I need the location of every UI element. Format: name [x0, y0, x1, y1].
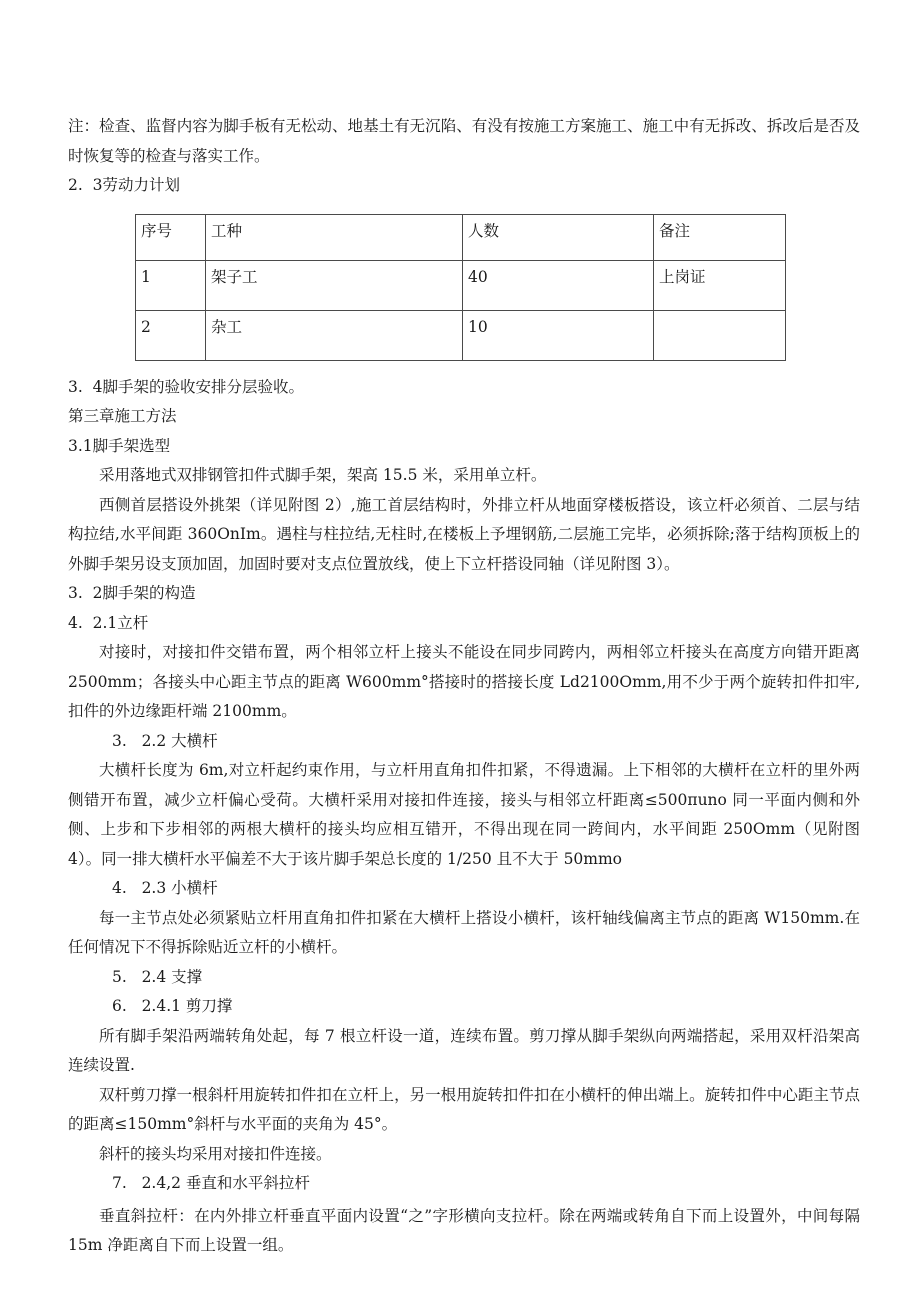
section-2-4-2-paragraph: 垂直斜拉杆：在内外排立杆垂直平面内设置“之”字形横向支拉杆。除在两端或转角自下而上设置外，中间每隔 15m 净距离自下而上设置一组。 — [68, 1206, 860, 1254]
section-3-1-paragraph-2: 西侧首层搭设外挑架（详见附图 2）,施工首层结构时，外排立杆从地面穿楼板搭设，该立杆必须首、二层与结构拉结,水平间距 360OnIm。遇柱与柱拉结,无柱时,在楼板上予埋钢筋,二层施工完毕，必须拆除;落于结构顶板上的外脚手架另设支顶加固，加固时要对支点位置放线，使上下立杆搭设同轴（详见附图 3）。 — [68, 495, 860, 573]
section-3-1-title: 3.1脚手架选型 — [68, 436, 171, 455]
table-row — [136, 260, 786, 310]
table-cell-trade: 架子工 — [206, 260, 463, 310]
table-cell-count: 40 — [463, 260, 654, 310]
table-cell-remark — [654, 310, 786, 360]
heading-acceptance: 3. 4脚手架的验收安排分层验收。 — [68, 377, 305, 396]
table-header-cell-trade: 工种 — [206, 214, 463, 260]
table-cell-trade: 杂工 — [206, 310, 463, 360]
labor-plan-table — [135, 214, 786, 361]
section-2-2-paragraph: 大横杆长度为 6m,对立杆起约束作用，与立杆用直角扣件扣紧，不得遗漏。上下相邻的大横杆在立杆的里外两侧错开布置，减少立杆偏心受荷。大横杆采用对接扣件连接，接头与相邻立杆距离≤500πuno 同一平面内侧和外侧、上步和下步相邻的两根大横杆的接头均应相互错开，不得出现在同一跨间内，水平间距 250Omm（见附图 4）。同一排大横杆水平偏差不大于该片脚手架总长度的 1/250 且不大于 50mmo — [68, 761, 860, 868]
section-2-4-1-paragraph-3: 斜杆的接头均采用对接扣件连接。 — [99, 1144, 332, 1163]
heading-5-2-4-bracing: 5. 2.4 支撑 — [112, 967, 203, 986]
heading-4-2-3-small-horizontal-pole: 4. 2.3 小横杆 — [112, 879, 218, 897]
note-paragraph: 注：检查、监督内容为脚手板有无松动、地基土有无沉陷、有没有按施工方案施工、施工中有无拆改、拆改后是否及时恢复等的检查与落实工作。 — [68, 117, 860, 165]
table-header-cell-remark: 备注 — [654, 214, 786, 260]
table-header-row — [136, 214, 786, 260]
section-2-1-paragraph: 对接时，对接扣件交错布置，两个相邻立杆上接头不能设在同步同跨内，两相邻立杆接头在高度方向错开距离 2500mm；各接头中心距主节点的距离 W600mm°搭接时的搭接长度 Ld2100Omm,用不少于两个旋转扣件扣牢, 扣件的外边缘距杆端 2100mm。 — [68, 643, 860, 720]
document-body — [68, 112, 860, 1261]
table-cell-index: 1 — [136, 260, 206, 310]
table-cell-remark: 上岗证 — [654, 260, 786, 310]
table-row — [136, 310, 786, 360]
heading-3-2-2-large-horizontal-pole: 3. 2.2 大横杆 — [112, 731, 218, 750]
table-cell-index: 2 — [136, 310, 206, 360]
heading-3-2-structure: 3. 2脚手架的构造 — [68, 584, 196, 602]
table-header-cell-index: 序号 — [136, 214, 206, 260]
section-3-1-paragraph-1: 采用落地式双排钢管扣件式脚手架，架高 15.5 米，采用单立杆。 — [99, 466, 547, 484]
chapter-three-title: 第三章施工方法 — [68, 407, 177, 425]
section-2-3-paragraph: 每一主节点处必须紧贴立杆用直角扣件扣紧在大横杆上搭设小横杆，该杆轴线偏离主节点的距离 W150mm.在任何情况下不得拆除贴近立杆的小横杆。 — [68, 908, 860, 956]
section-2-4-1-paragraph-1: 所有脚手架沿两端转角处起，每 7 根立杆设一道，连续布置。剪刀撑从脚手架纵向两端搭起，采用双杆沿架高连续设置. — [68, 1026, 860, 1074]
table-cell-count: 10 — [463, 310, 654, 360]
heading-6-2-4-1-scissor-brace: 6. 2.4.1 剪刀撑 — [112, 997, 233, 1015]
table-header-cell-count: 人数 — [463, 214, 654, 260]
section-2-4-1-paragraph-2: 双杆剪刀撑一根斜杆用旋转扣件扣在立杆上，另一根用旋转扣件扣在小横杆的伸出端上。旋转扣件中心距主节点的距离≤150mm°斜杆与水平面的夹角为 45°。 — [68, 1085, 860, 1133]
heading-4-2-1-vertical-pole: 4. 2.1立杆 — [68, 613, 149, 632]
heading-7-2-4-2-diagonal-braces: 7. 2.4,2 垂直和水平斜拉杆 — [112, 1174, 310, 1192]
heading-labor-plan: 2. 3劳动力计划 — [68, 176, 181, 194]
